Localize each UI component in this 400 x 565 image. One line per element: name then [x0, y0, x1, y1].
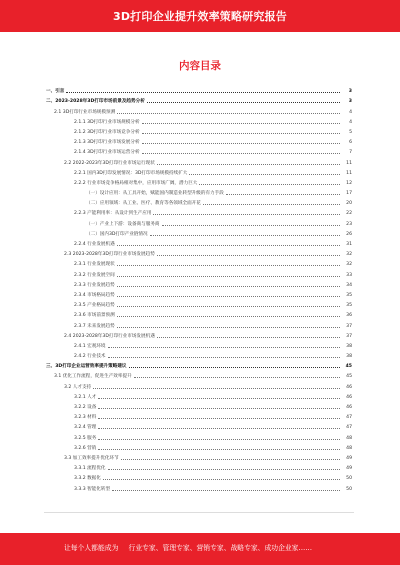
- toc-leader-dots: [142, 143, 340, 144]
- toc-entry-page: 45: [345, 364, 352, 370]
- toc-entry-label: 2.2.2 行业市场竞争格局相对集中，应用市场广阔，潜力巨大: [74, 180, 198, 186]
- toc-entry[interactable]: [46, 257, 352, 267]
- toc-entry-label: 2.3 2023-2028年3D打印行业市场发展趋势: [64, 252, 155, 258]
- toc-entry-page: 7: [349, 150, 352, 156]
- toc-entry-page: 3: [348, 99, 352, 105]
- toc-entry[interactable]: [46, 339, 352, 349]
- toc-entry-page: 36: [346, 313, 352, 319]
- toc-leader-dots: [121, 459, 340, 460]
- toc-entry-page: 32: [346, 262, 352, 268]
- toc-entry-label: 2.3.1 行业发展现状: [74, 262, 115, 268]
- toc-leader-dots: [142, 133, 340, 134]
- toc-leader-dots: [199, 184, 340, 185]
- toc-leader-dots: [226, 194, 340, 195]
- toc-entry[interactable]: [46, 390, 352, 400]
- toc-leader-dots: [129, 367, 340, 368]
- toc-entry-page: 11: [346, 160, 352, 166]
- toc-entry-label: 2.1.1 3D打印行业市场规模分析: [74, 119, 140, 125]
- toc-leader-dots: [117, 276, 340, 277]
- toc-entry[interactable]: [46, 104, 352, 114]
- toc-leader-dots: [98, 398, 340, 399]
- toc-entry-page: 46: [346, 405, 352, 410]
- toc-entry-label: 2.2 2022-2023年3D打印行业市场运行现状: [64, 160, 155, 166]
- toc-entry-label: 2.3.3 行业发展趋势: [74, 282, 115, 288]
- toc-entry-page: 49: [346, 466, 352, 472]
- toc-entry[interactable]: [46, 176, 352, 186]
- toc-entry[interactable]: [46, 278, 352, 288]
- toc-entry[interactable]: [46, 227, 352, 237]
- toc-entry-page: 34: [346, 282, 352, 288]
- toc-leader-dots: [117, 286, 340, 287]
- toc-entry-page: 50: [346, 486, 352, 492]
- toc-leader-dots: [117, 306, 340, 307]
- toc-entry[interactable]: [46, 441, 352, 451]
- toc-entry-page: 23: [346, 221, 352, 227]
- toc-entry[interactable]: [46, 84, 352, 94]
- toc-entry-label: 一、引言: [46, 89, 65, 95]
- toc-entry-label: 3.3.2 数据化: [74, 476, 101, 482]
- footer-role: 成功企业家……: [264, 544, 313, 552]
- toc-entry-label: 3.2.5 服务: [74, 435, 97, 441]
- toc-entry[interactable]: [46, 400, 352, 410]
- toc-entry[interactable]: [46, 247, 352, 257]
- toc-entry-page: 17: [346, 191, 352, 197]
- toc-entry-label: （一）产业上下游：设备商与服务商: [86, 221, 160, 227]
- toc-entry-page: 6: [349, 140, 352, 146]
- toc-entry[interactable]: [46, 115, 352, 125]
- toc-entry-label: 3.2.1 人才: [74, 394, 97, 400]
- toc-entry-label: 2.1.3 3D打印行业市场发展分析: [74, 140, 140, 146]
- toc-leader-dots: [98, 418, 340, 419]
- toc-entry[interactable]: [46, 318, 352, 328]
- toc-leader-dots: [98, 408, 340, 409]
- toc-entry-page: 38: [346, 343, 352, 349]
- toc-entry-label: （二）应用领域：从工业、医疗、教育等各领域全面开花: [86, 201, 201, 207]
- toc-entry[interactable]: [46, 461, 352, 471]
- toc-leader-dots: [157, 255, 340, 256]
- toc-leader-dots: [108, 469, 340, 470]
- toc-entry-label: （一）设计应用：从工具开始，赋能国内制造业转型升级的有力手段: [86, 191, 224, 197]
- toc-leader-dots: [134, 377, 340, 378]
- toc-entry-page: 35: [346, 303, 352, 309]
- toc-entry-label: 3.2 人才支持: [64, 384, 92, 390]
- toc-entry-page: 22: [346, 211, 352, 217]
- toc-leader-dots: [112, 490, 340, 491]
- toc-entry-page: 46: [346, 384, 352, 390]
- toc-entry-page: 4: [349, 109, 352, 115]
- toc-entry-page: 49: [346, 455, 352, 461]
- toc-leader-dots: [98, 439, 340, 440]
- toc-entry-label: 2.3.6 市场前景预测: [74, 313, 115, 319]
- footer-role: 战略专家、: [230, 544, 265, 552]
- toc-heading: 内容目录: [179, 60, 221, 72]
- toc-entry-label: 3.3 加工效率提升优化环节: [64, 455, 119, 461]
- toc-entry-page: 45: [346, 374, 352, 380]
- toc-entry-page: 5: [349, 129, 352, 135]
- toc-leader-dots: [98, 428, 340, 429]
- toc-entry-page: 26: [346, 231, 352, 237]
- toc-entry[interactable]: [46, 216, 352, 226]
- toc-entry-page: 4: [349, 119, 352, 125]
- toc-entry-label: 2.3.5 产业格局趋势: [74, 303, 115, 309]
- toc-leader-dots: [117, 296, 340, 297]
- table-of-contents: [46, 84, 352, 492]
- toc-entry[interactable]: [46, 410, 352, 420]
- toc-leader-dots: [93, 388, 340, 389]
- toc-entry-label: 二、2023-2028年3D打印市场前景及趋势分析: [46, 99, 145, 105]
- toc-entry-label: 3.1 优化工作流程，促进生产效率提升: [54, 374, 132, 380]
- toc-entry-label: 2.2.4 行业发展机遇: [74, 242, 115, 247]
- toc-entry-page: 12: [346, 180, 352, 186]
- toc-leader-dots: [153, 214, 340, 215]
- toc-leader-dots: [150, 235, 340, 236]
- toc-entry[interactable]: [46, 135, 352, 145]
- toc-entry-label: 2.1.2 3D打印行业市场竞争分析: [74, 129, 140, 135]
- toc-entry[interactable]: [46, 430, 352, 440]
- toc-leader-dots: [108, 347, 340, 348]
- toc-entry-page: 38: [346, 354, 352, 360]
- toc-leader-dots: [103, 479, 340, 480]
- toc-leader-dots: [189, 174, 340, 175]
- toc-leader-dots: [117, 113, 340, 114]
- toc-entry-page: 48: [346, 445, 352, 451]
- toc-entry[interactable]: [46, 186, 352, 196]
- toc-entry[interactable]: [46, 420, 352, 430]
- footer-role: 管理专家、: [162, 544, 197, 552]
- toc-entry[interactable]: [46, 288, 352, 298]
- toc-entry[interactable]: [46, 267, 352, 277]
- toc-entry-label: 3.2.3 材料: [74, 415, 97, 421]
- toc-leader-dots: [142, 153, 340, 154]
- toc-entry-page: 47: [346, 415, 352, 421]
- toc-entry-label: 2.2.3 产能利用率：从设计到生产应用: [74, 211, 152, 217]
- toc-entry-label: 2.2.1 国内3D打印发展情况：3D打印市场规模持续扩大: [74, 170, 188, 176]
- footer-role: 营销专家、: [196, 544, 231, 552]
- toc-entry-label: 2.3.7 未来发展趋势: [74, 323, 115, 329]
- toc-entry[interactable]: [46, 125, 352, 135]
- toc-entry-page: 48: [346, 435, 352, 441]
- footer-banner: [0, 533, 400, 565]
- toc-entry[interactable]: [46, 155, 352, 165]
- toc-entry-label: 2.1.4 3D打印行业市场运营分析: [74, 150, 140, 156]
- toc-entry-page: 3: [348, 89, 352, 95]
- toc-entry-page: 37: [346, 323, 352, 329]
- toc-leader-dots: [147, 102, 340, 103]
- toc-leader-dots: [203, 204, 340, 205]
- footer-role: 行业专家、: [128, 544, 163, 552]
- toc-leader-dots: [157, 337, 340, 338]
- toc-entry[interactable]: [46, 308, 352, 318]
- toc-entry-page: 35: [346, 292, 352, 298]
- toc-entry-page: 31: [346, 242, 352, 247]
- toc-entry[interactable]: [46, 451, 352, 461]
- footer-roles: [129, 544, 313, 552]
- toc-entry-label: （二）国内3D打印产业链情况: [86, 231, 148, 237]
- toc-entry[interactable]: [46, 481, 352, 491]
- toc-entry[interactable]: [46, 196, 352, 206]
- toc-entry-page: 11: [346, 170, 352, 176]
- toc-entry[interactable]: [46, 237, 352, 247]
- toc-entry-label: 2.4.1 宏观环境: [74, 343, 106, 349]
- toc-entry-page: 50: [346, 476, 352, 482]
- toc-leader-dots: [66, 92, 340, 93]
- toc-entry-page: 32: [346, 252, 352, 258]
- toc-entry-label: 3.2.4 管理: [74, 425, 97, 431]
- toc-entry-page: 47: [346, 425, 352, 431]
- toc-entry-label: 2.3.2 行业发展空间: [74, 272, 115, 278]
- toc-leader-dots: [117, 245, 340, 246]
- toc-leader-dots: [98, 449, 340, 450]
- toc-entry[interactable]: [46, 145, 352, 155]
- toc-entry-label: 2.1 3D打印行业市场规模预测: [54, 109, 116, 115]
- toc-leader-dots: [117, 316, 340, 317]
- toc-entry-label: 3.2.2 设备: [74, 405, 97, 410]
- toc-entry-label: 2.3.4 市场格局趋势: [74, 292, 115, 298]
- toc-entry-label: 3.3.3 智能化转型: [74, 486, 111, 492]
- report-header: [0, 0, 400, 32]
- toc-entry-page: 46: [346, 394, 352, 400]
- toc-entry[interactable]: [46, 166, 352, 176]
- footer-lead: 让每个人都能成为: [64, 544, 119, 552]
- toc-entry-label: 三、3D打印企业运营效率提升策略建议: [46, 364, 127, 370]
- toc-entry[interactable]: [46, 471, 352, 481]
- toc-leader-dots: [157, 164, 340, 165]
- toc-leader-dots: [117, 327, 340, 328]
- footer-slogan: [64, 542, 312, 552]
- toc-entry-label: 2.4.2 行业技术: [74, 354, 106, 360]
- toc-entry-label: 3.3.1 流程优化: [74, 466, 106, 472]
- toc-entry[interactable]: [46, 94, 352, 104]
- toc-entry-page: 33: [346, 272, 352, 278]
- toc-entry-label: 2.4 2023-2028年3D打印行业市场发展机遇: [64, 333, 155, 339]
- toc-entry-page: 37: [346, 333, 352, 339]
- page-divider: [44, 512, 354, 513]
- toc-entry[interactable]: [46, 359, 352, 369]
- toc-leader-dots: [117, 265, 340, 266]
- toc-leader-dots: [162, 225, 340, 226]
- toc-entry[interactable]: [46, 349, 352, 359]
- report-title: 3D打印企业提升效率策略研究报告: [113, 10, 287, 23]
- toc-leader-dots: [108, 357, 340, 358]
- toc-entry[interactable]: [46, 298, 352, 308]
- toc-entry[interactable]: [46, 206, 352, 216]
- toc-entry[interactable]: [46, 379, 352, 389]
- toc-entry[interactable]: [46, 329, 352, 339]
- toc-leader-dots: [142, 123, 340, 124]
- toc-entry-page: 20: [346, 201, 352, 207]
- toc-entry-label: 3.2.6 营销: [74, 445, 97, 451]
- toc-entry[interactable]: [46, 369, 352, 379]
